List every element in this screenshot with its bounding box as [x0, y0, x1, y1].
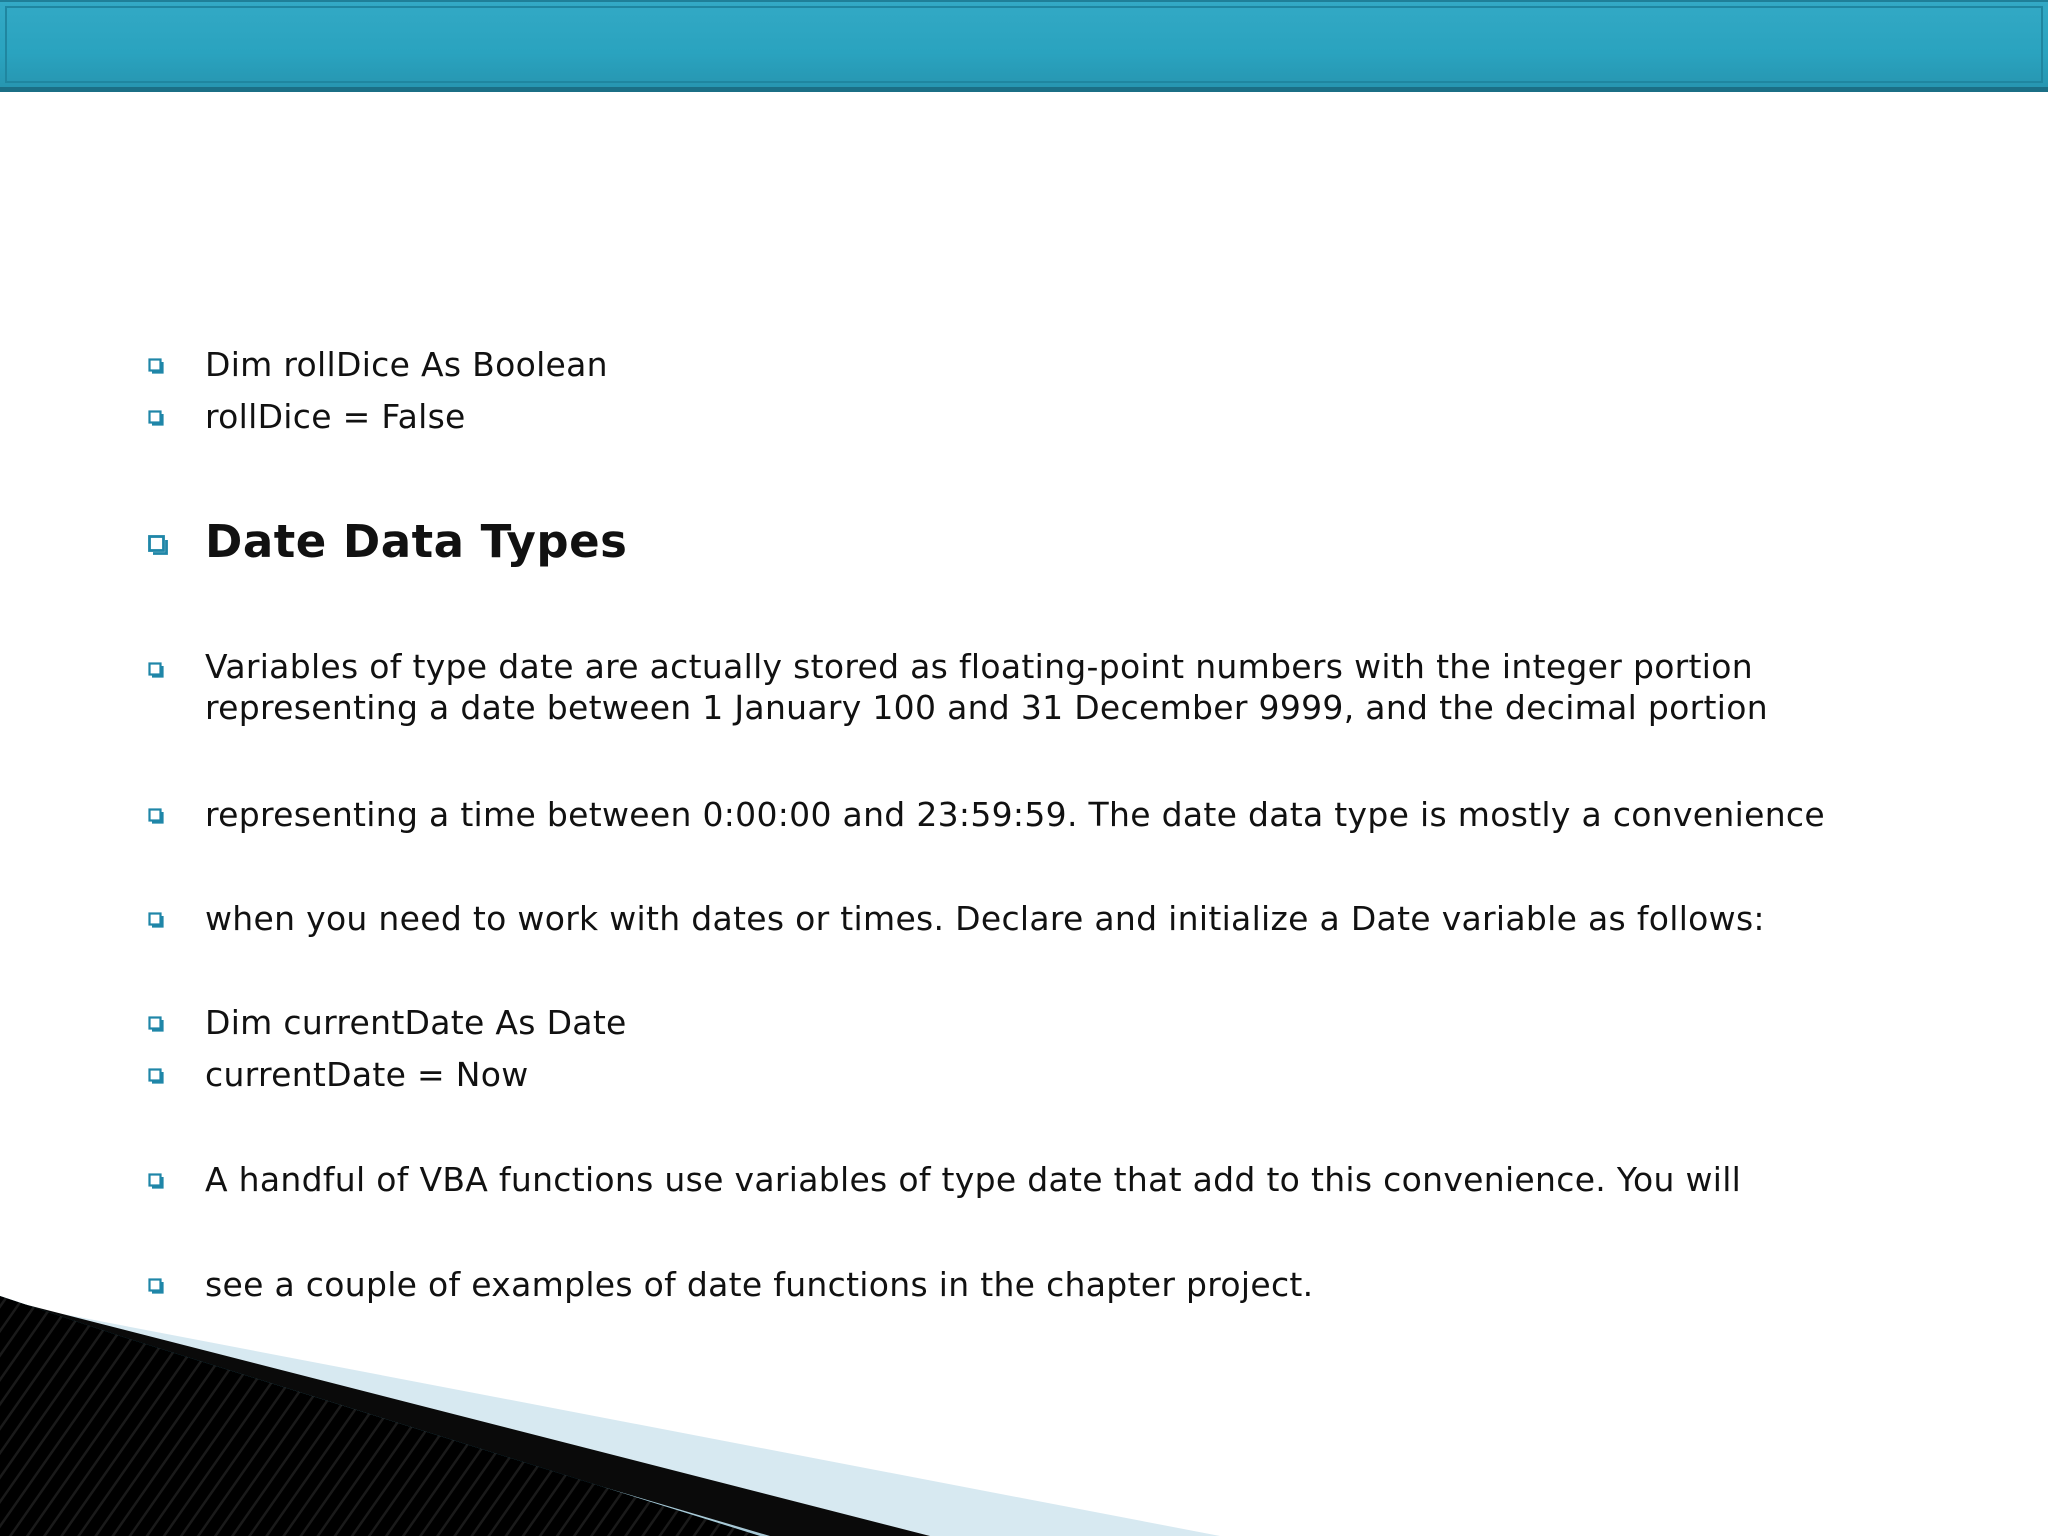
header-bar-frame: [5, 6, 2043, 83]
list-item: [0, 342, 2048, 390]
hollow-square-bullet-icon: [148, 410, 164, 426]
hollow-square-bullet-icon: [148, 1068, 164, 1084]
list-item: [0, 646, 2048, 736]
hollow-square-bullet-icon: [148, 1016, 164, 1032]
section-heading: Date Data Types: [205, 515, 628, 568]
hollow-square-bullet-icon: [148, 535, 168, 555]
paragraph-line: see a couple of examples of date functions in the chapter project.: [205, 1265, 1314, 1304]
paragraph-line: representing a time between 0:00:00 and 23:59:59. The date data type is mostly a convenience: [205, 795, 1825, 834]
hollow-square-bullet-icon: [148, 912, 164, 928]
list-item: [0, 792, 2048, 840]
paragraph-line-1: Variables of type date are actually stored as floating-point numbers with the integer portion: [205, 647, 1753, 686]
code-line-currentdate-now: currentDate = Now: [205, 1055, 529, 1094]
list-item: [0, 1052, 2048, 1100]
list-item: [0, 1000, 2048, 1048]
hollow-square-bullet-icon: [148, 808, 164, 824]
code-line-dim-currentdate: Dim currentDate As Date: [205, 1003, 627, 1042]
code-line-rolldice-false: rollDice = False: [205, 397, 466, 436]
decorative-swoosh: [0, 1280, 2048, 1536]
hollow-square-bullet-icon: [148, 358, 164, 374]
section-heading-row: [0, 514, 2048, 574]
paragraph-line: A handful of VBA functions use variables of type date that add to this convenience. You will: [205, 1160, 1742, 1199]
header-bar: [0, 0, 2048, 92]
list-item: [0, 1157, 2048, 1205]
list-item: [0, 394, 2048, 442]
hollow-square-bullet-icon: [148, 1173, 164, 1189]
paragraph-line-2: representing a date between 1 January 100 and 31 December 9999, and the decimal portion: [205, 688, 1768, 727]
code-line-dim-rolldice: Dim rollDice As Boolean: [205, 345, 608, 384]
hollow-square-bullet-icon: [148, 662, 164, 678]
list-item: [0, 896, 2048, 944]
paragraph-line: when you need to work with dates or times. Declare and initialize a Date variable as follows:: [205, 899, 1765, 938]
